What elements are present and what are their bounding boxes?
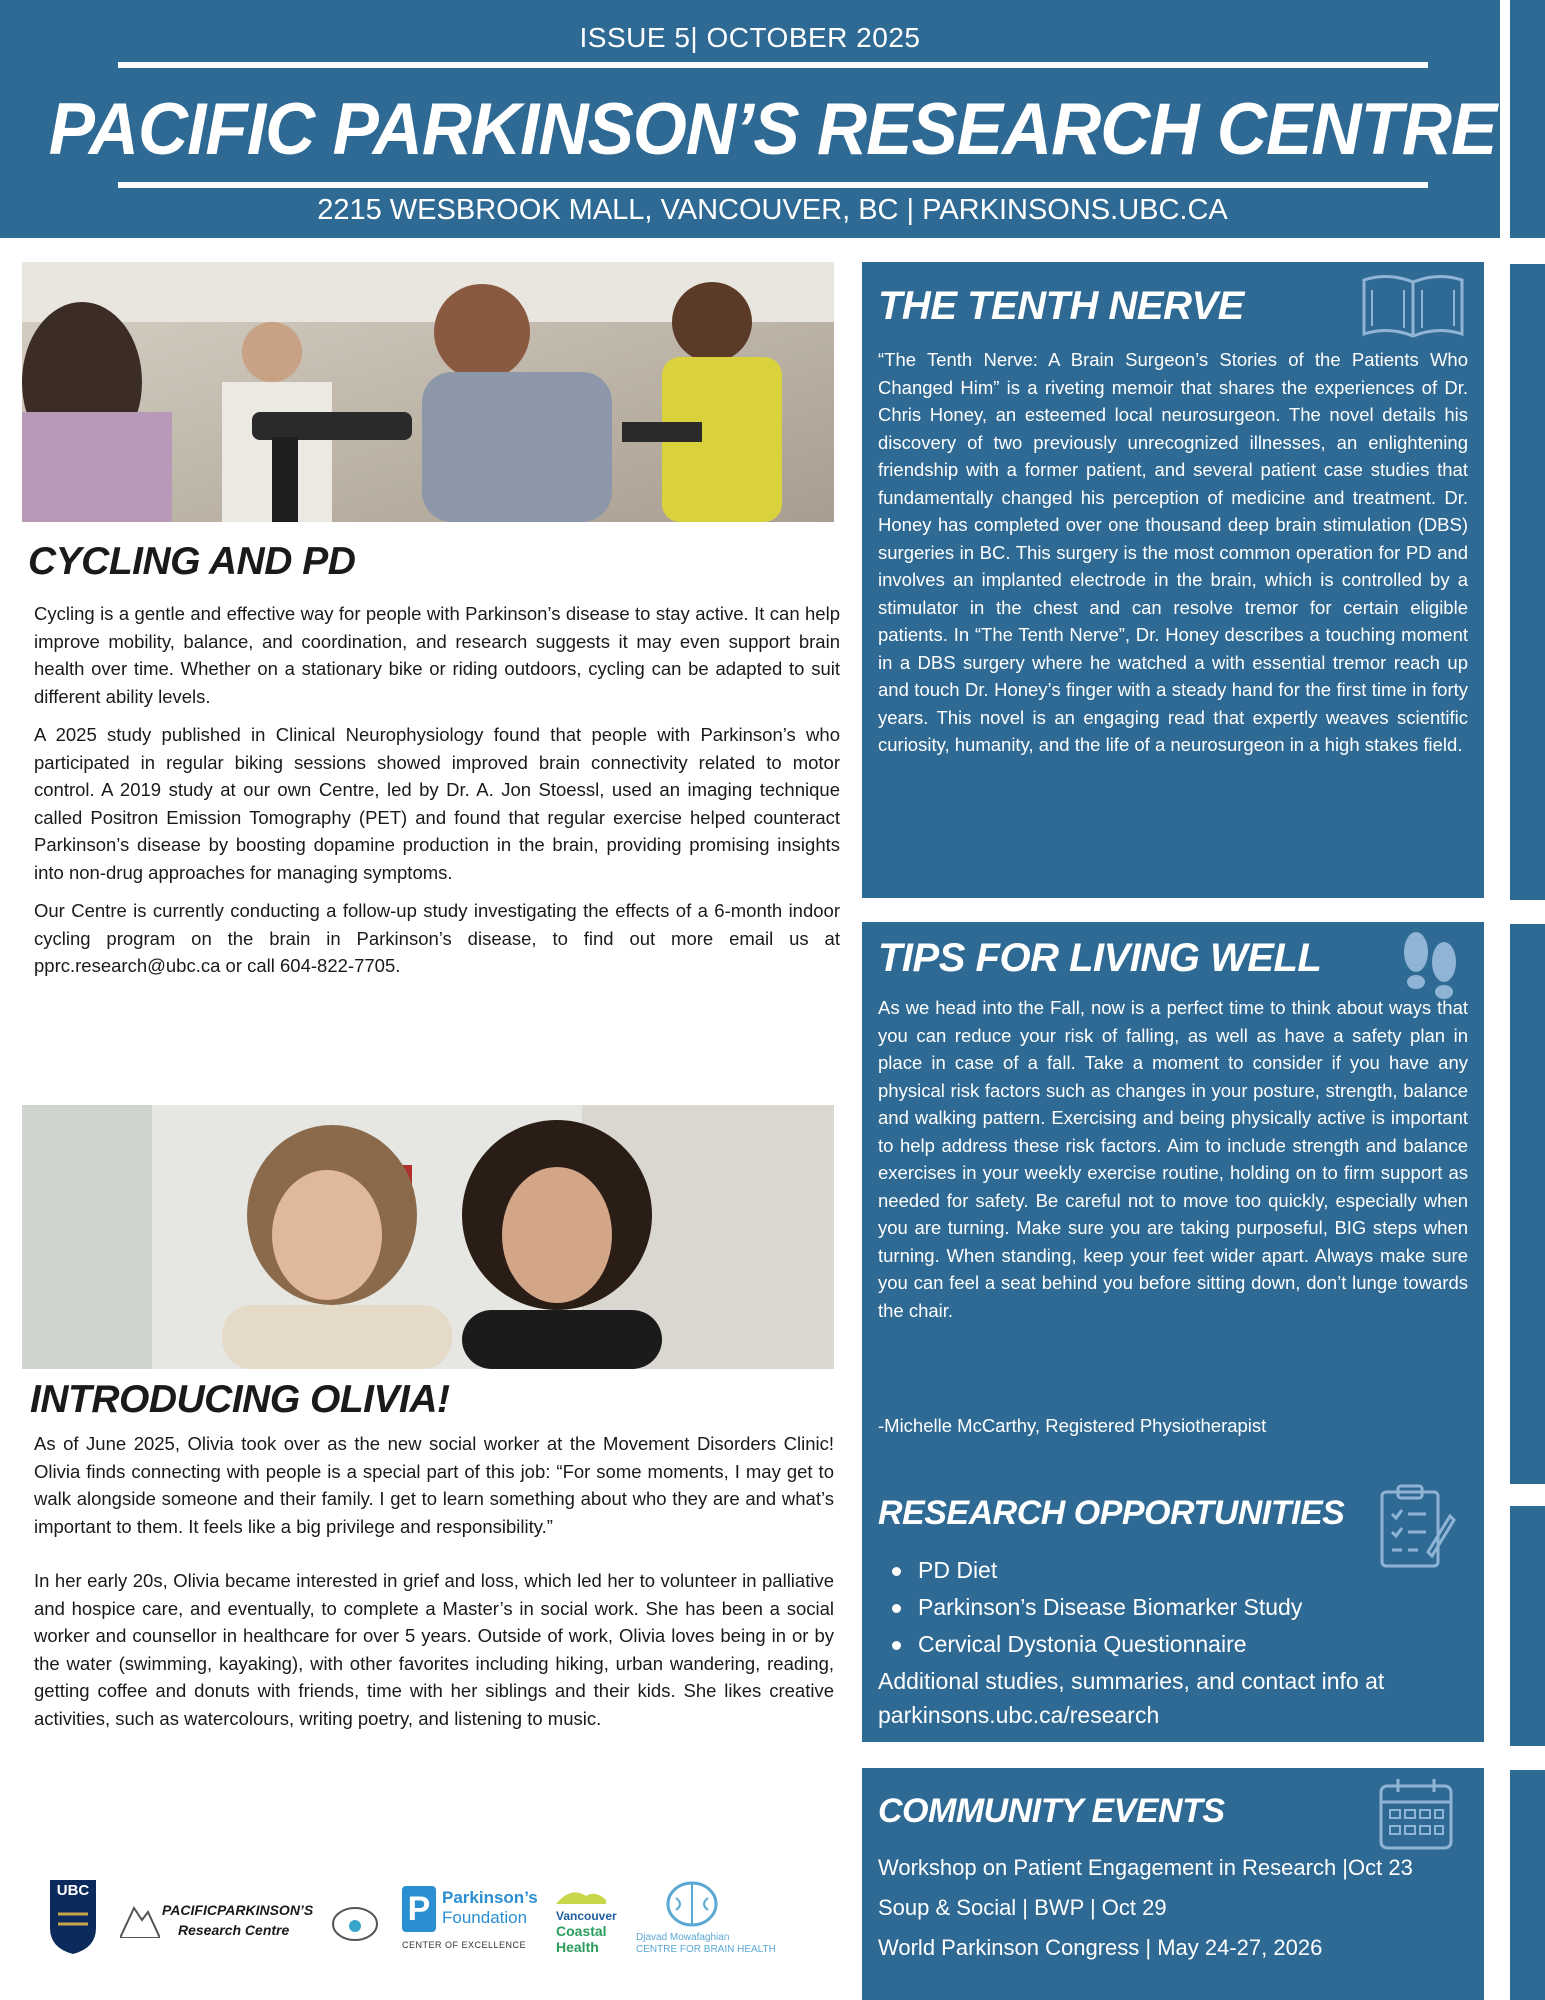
tenth-nerve-text: “The Tenth Nerve: A Brain Surgeon’s Stories of the Patients Who Changed Him” is a riveting memoir that shares the experiences of Dr. Chris Honey, an esteemed local neurosurgeon. The novel details his discovery of two previously unrecognized illnesses, an enlightening friendship with a former patient, and several patient case studies that fundamentally changed his perception of medicine and treatment. Dr. Honey has completed over one thousand deep brain stimulation (DBS) surgeries in BC. This surgery is the most common operation for PD and involves an implanted electrode in the brain, which is controlled by a stimulator in the chest and can resolve tremor for certain eligible patients. In “The Tenth Nerve”, Dr. Honey describes a touching moment in a DBS surgery where he watched a with essential tremor reach up and touch Dr. Honey’s finger with a steady hand for the first time in forty years. This novel is an engaging read that expertly weaves scientific curiosity, humanity, and the life of a neurosurgeon in a high stakes field. bbox=[878, 349, 1468, 755]
cycling-article bbox=[34, 600, 840, 991]
olivia-article bbox=[34, 1430, 834, 1743]
cycling-paragraph: Our Centre is currently conducting a follow-up study investigating the effects of a 6-month indoor cycling program on the brain in Parkinson’s disease, to find out more email us at pprc.research@ubc.ca or call 604-822-7705. bbox=[34, 900, 840, 976]
olivia-photo bbox=[22, 1105, 834, 1369]
tenth-nerve-heading: THE TENTH NERVE bbox=[878, 284, 1244, 328]
djavad-mowafaghian-logo: Djavad Mowafaghian CENTRE FOR BRAIN HEALTH bbox=[636, 1880, 826, 1960]
edge-bar bbox=[1510, 0, 1545, 238]
olivia-paragraph: As of June 2025, Olivia took over as the new social worker at the Movement Disorders Clinic! Olivia finds connecting with people is a special part of this job: “For some moments, I may get to walk alongside someone and their family. I get to learn something about who they are and what’s important to them. It feels like a big privilege and responsibility.” bbox=[34, 1433, 834, 1537]
research-footer: Additional studies, summaries, and contact info at parkinsons.ubc.ca/research bbox=[878, 1668, 1385, 1728]
vancouver-coastal-health-logo: Vancouver Coastal Health bbox=[556, 1886, 626, 1958]
event-item: World Parkinson Congress | May 24-27, 2026 bbox=[878, 1935, 1323, 1960]
olivia-paragraph: In her early 20s, Olivia became interested in grief and loss, which led her to volunteer in palliative and hospice care, and eventually, to complete a Master’s in social work. She has been a social worker and counsellor in healthcare for over 5 years. Outside of work, Olivia loves being in or by the water (swimming, kayaking), with other favorites including hiking, urban wandering, reading, getting coffee and donuts with friends, time with her siblings and their kids. She likes creative activities, such as watercolours, writing poetry, and listening to music. bbox=[34, 1570, 834, 1729]
edge-bar bbox=[1510, 1506, 1545, 1746]
newsletter-title: PACIFIC PARKINSON’S RESEARCH CENTRE bbox=[48, 89, 1497, 170]
research-list bbox=[884, 1552, 1302, 1663]
partner-logos bbox=[40, 1880, 820, 1960]
olivia-heading: INTRODUCING OLIVIA! bbox=[30, 1378, 450, 1421]
tenth-nerve-panel bbox=[862, 262, 1484, 898]
tips-author: -Michelle McCarthy, Registered Physiotherapist bbox=[878, 1415, 1267, 1436]
header-rule-top bbox=[118, 62, 1428, 68]
events-panel bbox=[862, 1768, 1484, 2000]
clipboard-icon bbox=[1378, 1482, 1456, 1575]
research-item: PD Diet bbox=[884, 1552, 1302, 1589]
book-icon bbox=[1360, 270, 1466, 345]
cycling-class-photo bbox=[22, 262, 834, 522]
parkinsons-foundation-logo: P Parkinson’s Foundation CENTER OF EXCELLENCE bbox=[402, 1888, 538, 1950]
research-item: Parkinson’s Disease Biomarker Study bbox=[884, 1589, 1302, 1626]
events-list bbox=[878, 1848, 1468, 1968]
calendar-icon bbox=[1378, 1776, 1454, 1857]
research-panel bbox=[862, 1476, 1484, 1742]
cycling-paragraph: A 2025 study published in Clinical Neurophysiology found that people with Parkinson’s who participated in regular biking sessions showed improved brain connectivity related to motor control. A 2019 study at our own Centre, led by Dr. A. Jon Stoessl, used an imaging technique called Positron Emission Tomography (PET) and found that regular exercise helped counteract Parkinson’s disease by boosting dopamine production in the brain, providing promising insights into non-drug approaches for managing symptoms. bbox=[34, 724, 840, 883]
tips-heading: TIPS FOR LIVING WELL bbox=[878, 936, 1322, 980]
event-item: Soup & Social | BWP | Oct 29 bbox=[878, 1895, 1167, 1920]
events-heading: COMMUNITY EVENTS bbox=[878, 1792, 1225, 1830]
edge-bar bbox=[1510, 1770, 1545, 2000]
address-line: 2215 WESBROOK MALL, VANCOUVER, BC | PARKINSONS.UBC.CA bbox=[317, 194, 1228, 226]
ubc-logo: UBC bbox=[50, 1880, 96, 1954]
header-rule-bottom bbox=[118, 182, 1428, 188]
cycling-heading: CYCLING AND PD bbox=[28, 540, 356, 583]
cycling-paragraph: Cycling is a gentle and effective way for people with Parkinson’s disease to stay active. It can help improve mobility, balance, and coordination, and research suggests it may even support brain health over time. Whether on a stationary bike or riding outdoors, cycling can be adapted to suit different ability levels. bbox=[34, 603, 840, 707]
research-item: Cervical Dystonia Questionnaire bbox=[884, 1626, 1302, 1663]
edge-bar bbox=[1510, 264, 1545, 900]
tips-text: As we head into the Fall, now is a perfect time to think about ways that you can reduce your risk of falling, as well as have a safety plan in place in case of a fall. Take a moment to consider if you have any physical risk factors such as changes in your posture, strength, balance and walking pattern. Exercising and being physically active is important to help address these risk factors. Aim to include strength and balance exercises in your weekly exercise routine, holding on to firm support as needed for safety. Be careful not to move too quickly, especially when you are turning. Make sure you are taking purposeful, BIG steps when turning. When standing, keep your feet wider apart. Always make sure you can feel a seat behind you before sitting down, don’t lunge towards the chair. bbox=[878, 997, 1468, 1321]
brain-sketch-icon bbox=[330, 1904, 380, 1949]
event-item: Workshop on Patient Engagement in Research |Oct 23 bbox=[878, 1855, 1413, 1880]
pprc-logo: PACIFICPARKINSON’S Research Centre bbox=[120, 1890, 360, 1950]
research-heading: RESEARCH OPPORTUNITIES bbox=[878, 1494, 1345, 1532]
masthead bbox=[0, 0, 1500, 238]
tips-panel bbox=[862, 922, 1484, 1482]
issue-line: ISSUE 5| OCTOBER 2025 bbox=[579, 22, 921, 53]
edge-bar bbox=[1510, 924, 1545, 1484]
